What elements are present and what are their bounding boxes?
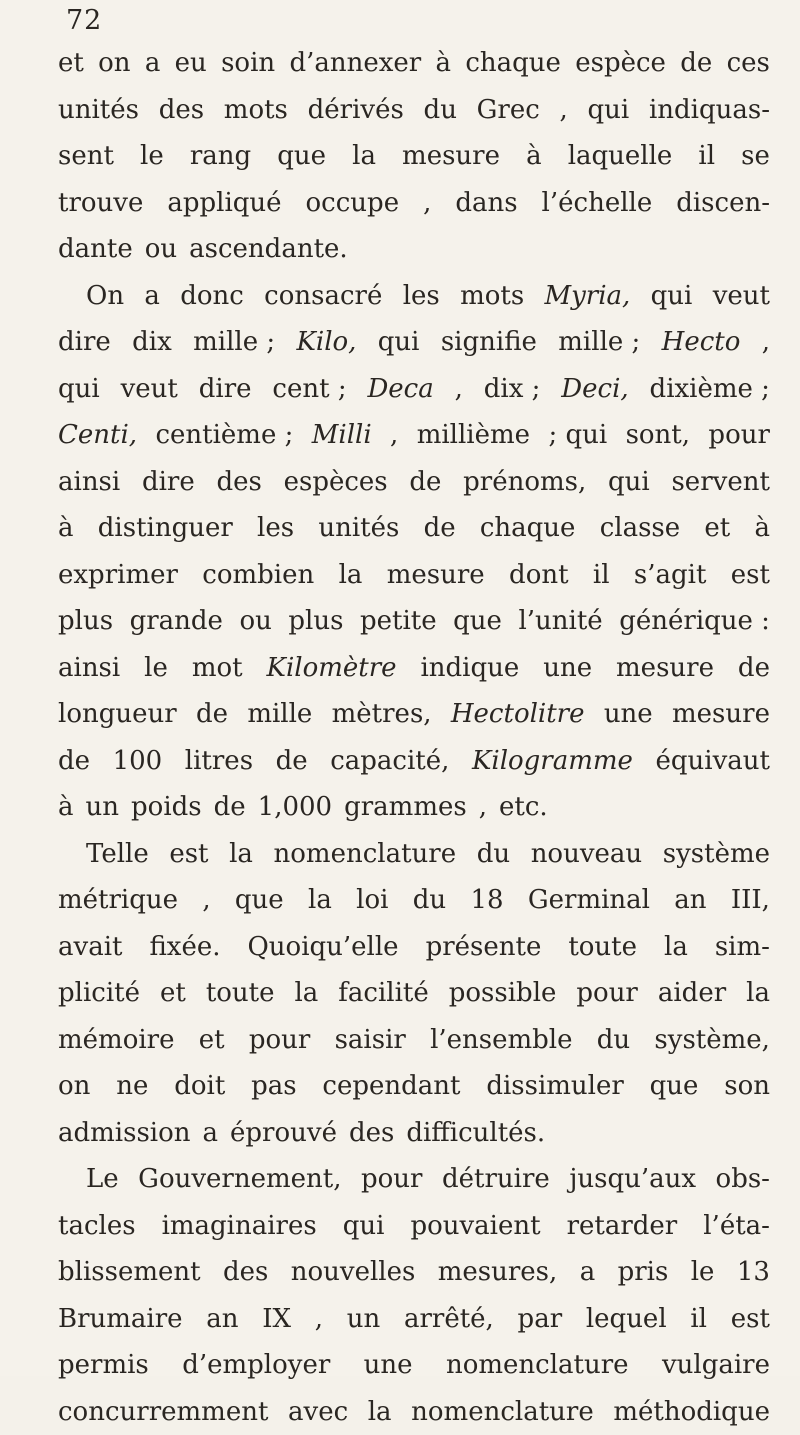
word: de	[738, 645, 770, 692]
word: lequel	[586, 1296, 667, 1343]
word: il	[593, 552, 610, 599]
word: d’employer	[182, 1342, 330, 1389]
word: que	[650, 1063, 699, 1110]
word: 1,000	[258, 784, 332, 831]
italic-term: Milli	[312, 412, 372, 459]
word: chaque	[480, 505, 576, 552]
word: servent	[671, 459, 769, 506]
italic-term: Kilogramme	[472, 738, 633, 785]
word: est	[731, 552, 770, 599]
word: doit	[174, 1063, 225, 1110]
word: ,	[762, 319, 770, 366]
word: blissement	[58, 1249, 201, 1296]
word: avec	[288, 1389, 348, 1435]
word: nouvelles	[291, 1249, 416, 1296]
word: de	[276, 738, 308, 785]
word: rang	[190, 133, 251, 180]
word: mesure	[402, 133, 500, 180]
word: la	[308, 877, 332, 924]
word: soin	[221, 40, 275, 87]
word: des	[159, 87, 204, 134]
word: a	[144, 273, 160, 320]
word: qui	[588, 87, 630, 134]
word: éprouvé	[230, 1110, 337, 1157]
word: mesure	[616, 645, 714, 692]
word: millième	[417, 412, 530, 459]
text-line	[58, 226, 770, 273]
word: de	[196, 691, 228, 738]
word: de	[58, 738, 90, 785]
word: la	[352, 133, 376, 180]
word: pour	[708, 412, 769, 459]
word: présente	[426, 924, 542, 971]
word: consacré	[264, 273, 382, 320]
word: classe	[600, 505, 680, 552]
word: grammes	[344, 784, 467, 831]
word: nomenclature	[446, 1342, 629, 1389]
word: dont	[509, 552, 569, 599]
word: mots	[460, 273, 524, 320]
text-line	[58, 1110, 770, 1157]
word: que	[277, 133, 326, 180]
word: une	[543, 645, 592, 692]
text-line	[58, 645, 770, 692]
word: le	[144, 645, 168, 692]
word: dire	[58, 319, 111, 366]
word: mot	[192, 645, 243, 692]
word: et	[58, 40, 84, 87]
word: veut	[713, 273, 770, 320]
word: nomenclature	[411, 1389, 594, 1435]
word: et	[160, 970, 186, 1017]
word: litres	[185, 738, 253, 785]
word: unités	[58, 87, 139, 134]
word: ; qui	[548, 412, 607, 459]
word: etc.	[499, 784, 548, 831]
word: On	[86, 273, 124, 320]
word: il	[690, 1296, 707, 1343]
text-line	[58, 1203, 770, 1250]
word: est	[169, 831, 208, 878]
word: combien	[202, 552, 314, 599]
word: on	[58, 1063, 90, 1110]
text-line	[58, 970, 770, 1017]
word: mille ;	[193, 319, 275, 366]
word: dixième ;	[650, 366, 770, 413]
word: donc	[180, 273, 244, 320]
word: du	[413, 877, 446, 924]
word: Quoiqu’elle	[247, 924, 398, 971]
word: toute	[206, 970, 275, 1017]
word: distinguer	[98, 505, 233, 552]
word: pour	[361, 1156, 422, 1203]
word: dissimuler	[486, 1063, 624, 1110]
word: mille ;	[558, 319, 640, 366]
word: discen-	[676, 180, 770, 227]
word: cependant	[322, 1063, 460, 1110]
word: espèce	[575, 40, 666, 87]
word: III,	[731, 877, 770, 924]
italic-term: Myria,	[545, 273, 631, 320]
word: an	[674, 877, 706, 924]
word: Brumaire	[58, 1296, 183, 1343]
word: de	[680, 40, 712, 87]
text-line	[58, 877, 770, 924]
word: ,	[560, 87, 568, 134]
word: occupe	[306, 180, 400, 227]
text-line	[58, 273, 770, 320]
word: ou	[239, 598, 271, 645]
word: retarder	[567, 1203, 678, 1250]
word: se	[741, 133, 770, 180]
word: signifie	[441, 319, 537, 366]
word: difficultés.	[406, 1110, 545, 1157]
word: Grec	[477, 87, 540, 134]
word: dire	[199, 366, 252, 413]
word: mesure	[387, 552, 485, 599]
word: grande	[130, 598, 223, 645]
word: tacles	[58, 1203, 136, 1250]
word: plus	[288, 598, 343, 645]
word: pour	[249, 1017, 310, 1064]
word: dix ;	[484, 366, 541, 413]
word: 13	[737, 1249, 770, 1296]
word: à	[526, 133, 542, 180]
word: appliqué	[167, 180, 281, 227]
word: système,	[654, 1017, 770, 1064]
word: la	[339, 552, 363, 599]
italic-term: Deci,	[561, 366, 628, 413]
text-line	[58, 924, 770, 971]
word: 100	[113, 738, 163, 785]
word: facilité	[338, 970, 428, 1017]
word: pouvaient	[410, 1203, 540, 1250]
word: il	[698, 133, 715, 180]
page-number: 72	[66, 6, 102, 36]
word: veut	[121, 366, 178, 413]
text-line	[58, 691, 770, 738]
word: chaque	[465, 40, 561, 87]
italic-term: Centi,	[58, 412, 137, 459]
word: ainsi	[58, 645, 120, 692]
text-line	[58, 180, 770, 227]
word: à	[58, 784, 74, 831]
word: Telle	[86, 831, 149, 878]
word: un	[347, 1296, 381, 1343]
word: générique :	[619, 598, 770, 645]
text-line	[58, 40, 770, 87]
text-line	[58, 1156, 770, 1203]
word: l’unité	[518, 598, 602, 645]
word: s’agit	[634, 552, 707, 599]
word: a	[145, 40, 161, 87]
word: la	[229, 831, 253, 878]
word: possible	[449, 970, 557, 1017]
word: nomenclature	[274, 831, 457, 878]
word: dire	[142, 459, 195, 506]
italic-term: Hecto	[662, 319, 741, 366]
word: mètres,	[332, 691, 432, 738]
word: à	[754, 505, 770, 552]
body-text	[58, 40, 770, 1435]
text-line	[58, 784, 770, 831]
word: les	[257, 505, 294, 552]
word: on	[98, 40, 130, 87]
word: le	[691, 1249, 715, 1296]
word: Germinal	[528, 877, 650, 924]
word: trouve	[58, 180, 143, 227]
word: an	[206, 1296, 238, 1343]
text-line	[58, 738, 770, 785]
word: qui	[608, 459, 650, 506]
word: exprimer	[58, 552, 178, 599]
word: du	[424, 87, 457, 134]
word: la	[746, 970, 770, 1017]
word: des	[216, 459, 261, 506]
word: la	[294, 970, 318, 1017]
word: poids	[131, 784, 202, 831]
word: le	[140, 133, 164, 180]
text-line	[58, 552, 770, 599]
word: une	[364, 1342, 413, 1389]
word: arrêté,	[404, 1296, 494, 1343]
word: toute	[568, 924, 637, 971]
word: l’échelle	[542, 180, 653, 227]
word: avait	[58, 924, 122, 971]
word: son	[724, 1063, 770, 1110]
word: pris	[618, 1249, 669, 1296]
word: du	[477, 831, 510, 878]
text-line	[58, 1389, 770, 1435]
word: espèces	[284, 459, 388, 506]
word: sent	[58, 133, 114, 180]
italic-term: Hectolitre	[451, 691, 585, 738]
text-line	[58, 831, 770, 878]
word: que	[235, 877, 284, 924]
word: jusqu’aux	[569, 1156, 696, 1203]
word: et	[199, 1017, 225, 1064]
word: ,	[479, 784, 487, 831]
text-line	[58, 1342, 770, 1389]
text-line	[58, 1249, 770, 1296]
word: l’ensemble	[430, 1017, 572, 1064]
word: une	[604, 691, 653, 738]
text-line	[58, 412, 770, 459]
italic-term: Deca	[367, 366, 433, 413]
word: des	[349, 1110, 394, 1157]
word: métrique	[58, 877, 178, 924]
word: détruire	[442, 1156, 550, 1203]
italic-term: Kilo,	[296, 319, 356, 366]
word: un	[86, 784, 120, 831]
word: ,	[390, 412, 398, 459]
word: capacité,	[330, 738, 449, 785]
word: pour	[576, 970, 637, 1017]
text-line	[58, 87, 770, 134]
word: mesure	[672, 691, 770, 738]
word: vulgaire	[662, 1342, 770, 1389]
word: plus	[58, 598, 113, 645]
word: 18	[470, 877, 503, 924]
word: d’annexer	[289, 40, 421, 87]
word: dix	[132, 319, 172, 366]
word: dans	[455, 180, 517, 227]
word: mesures,	[438, 1249, 558, 1296]
word: ne	[116, 1063, 148, 1110]
word: à	[58, 505, 74, 552]
word: petite	[360, 598, 437, 645]
word: ces	[727, 40, 770, 87]
text-line	[58, 505, 770, 552]
text-line	[58, 459, 770, 506]
word: la	[368, 1389, 392, 1435]
word: que	[453, 598, 502, 645]
word: saisir	[335, 1017, 406, 1064]
word: qui	[58, 366, 100, 413]
word: ,	[315, 1296, 323, 1343]
word: dérivés	[308, 87, 404, 134]
word: eu	[175, 40, 207, 87]
word: ou	[145, 226, 177, 273]
word: longueur	[58, 691, 177, 738]
word: nouveau	[531, 831, 642, 878]
text-line	[58, 133, 770, 180]
word: Le	[86, 1156, 119, 1203]
word: plicité	[58, 970, 140, 1017]
word: équivaut	[656, 738, 770, 785]
word: des	[223, 1249, 268, 1296]
word: sont,	[626, 412, 690, 459]
text-line	[58, 319, 770, 366]
word: unités	[318, 505, 399, 552]
word: mémoire	[58, 1017, 174, 1064]
word: méthodique	[613, 1389, 770, 1435]
word: admission	[58, 1110, 191, 1157]
word: ,	[423, 180, 431, 227]
text-line	[58, 598, 770, 645]
text-line	[58, 1296, 770, 1343]
word: l’éta-	[703, 1203, 770, 1250]
word: à	[436, 40, 452, 87]
text-line	[58, 1063, 770, 1110]
word: mots	[224, 87, 288, 134]
word: sim-	[715, 924, 770, 971]
word: du	[597, 1017, 630, 1064]
word: permis	[58, 1342, 149, 1389]
word: prénoms,	[463, 459, 586, 506]
word: dante	[58, 226, 133, 273]
word: par	[518, 1296, 563, 1343]
word: ainsi	[58, 459, 120, 506]
word: de	[214, 784, 246, 831]
word: les	[403, 273, 440, 320]
word: concurremment	[58, 1389, 268, 1435]
word: ,	[202, 877, 210, 924]
word: de	[409, 459, 441, 506]
word: système	[663, 831, 770, 878]
text-line	[58, 1017, 770, 1064]
word: indiquas-	[649, 87, 770, 134]
word: loi	[356, 877, 388, 924]
word: centième ;	[155, 412, 293, 459]
word: obs-	[716, 1156, 770, 1203]
word: ,	[455, 366, 463, 413]
word: la	[664, 924, 688, 971]
word: mille	[247, 691, 312, 738]
word: de	[424, 505, 456, 552]
word: et	[704, 505, 730, 552]
word: imaginaires	[162, 1203, 317, 1250]
text-line	[58, 366, 770, 413]
word: indique	[420, 645, 519, 692]
word: laquelle	[568, 133, 673, 180]
word: pas	[251, 1063, 297, 1110]
word: qui	[378, 319, 420, 366]
italic-term: Kilomètre	[267, 645, 397, 692]
word: cent ;	[272, 366, 346, 413]
word: qui	[651, 273, 693, 320]
word: a	[203, 1110, 219, 1157]
word: ascendante.	[189, 226, 348, 273]
word: IX	[262, 1296, 291, 1343]
word: aider	[658, 970, 726, 1017]
word: Gouvernement,	[138, 1156, 341, 1203]
word: fixée.	[149, 924, 220, 971]
word: a	[580, 1249, 596, 1296]
word: est	[731, 1296, 770, 1343]
word: qui	[343, 1203, 385, 1250]
